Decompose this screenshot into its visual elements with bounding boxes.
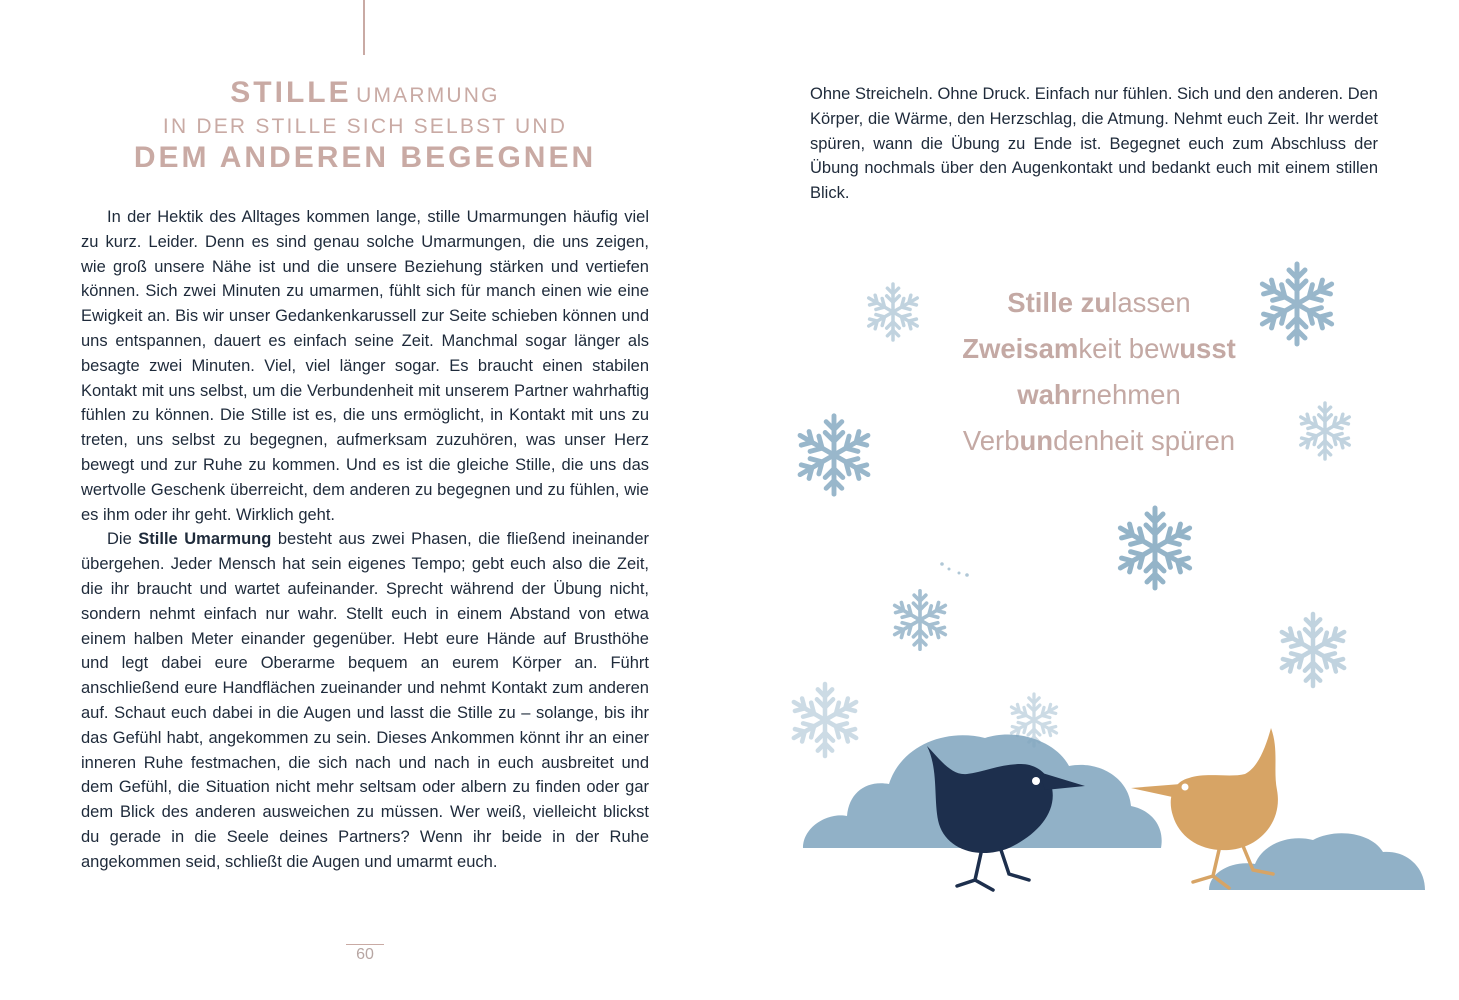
heading-title-bold: STILLE	[230, 76, 352, 109]
continuation-paragraph: Ohne Streicheln. Ohne Druck. Einfach nur fühlen. Sich und den anderen. Den Körper, die Wärme, den Herzschlag, die Atmung. Nehmt euch Zeit. Ihr werdet spüren, wann die Übung zu Ende ist. Begegnet euch zum Abschluss der Übung nochmals über den Augenkontakt und bedankt euch mit einem stillen Blick.	[810, 85, 1378, 203]
quote-line-2	[879, 326, 1319, 372]
chapter-heading	[80, 76, 650, 177]
highlighted-quote	[879, 280, 1319, 464]
right-body-text	[810, 82, 1378, 206]
quote-line-4-start: Verb	[962, 425, 1020, 456]
snowflake-icon	[796, 416, 873, 494]
heading-subtitle-line: IN DER STILLE SICH SELBST UND	[162, 115, 568, 138]
quote-line-2-bold-end: usst	[1179, 333, 1236, 364]
body-paragraph-2	[81, 527, 649, 874]
heading-line-1	[80, 76, 650, 115]
quote-line-1-bold: Stille zu	[1007, 287, 1112, 318]
quote-line-4-rest: denheit spüren	[1053, 425, 1236, 456]
heading-subtitle-bold-line: DEM ANDEREN BEGEGNEN	[133, 141, 597, 174]
heading-title-light: UMARMUNG	[356, 84, 500, 107]
quote-line-2-rest: keit bew	[1078, 333, 1180, 364]
snowflake-icon	[790, 684, 860, 756]
left-body-text	[81, 205, 649, 875]
quote-line-1	[879, 280, 1319, 326]
top-decorative-rule	[363, 0, 365, 55]
snow-dots	[940, 562, 969, 577]
exercise-name-bold: Stille Umarmung	[138, 530, 272, 549]
body-paragraph-1: In der Hektik des Alltages kommen lange, stille Umarmungen häufig viel zu kurz. Leider. Denn es sind genau solche Umarmungen, die uns zeigen, wie groß unsere Nähe ist und die unsere Beziehung stärken und vertiefen können. Sich zwei Minuten zu umarmen, fühlt sich für manch einen wie eine Ewigkeit an. Bis wir unser Gedankenkarussell zur Seite schieben können und uns entspannen, dauert es einfach seine Zeit. Manchmal sogar länger als besagte zwei Minuten. Viel, viel länger sogar. Es braucht einen stabilen Kontakt mit uns selbst, um die Verbundenheit mit unserem Partner wahrhaftig fühlen zu können. Die Stille ist es, die uns ermöglicht, in Kontakt mit uns zu treten, uns selbst zu begegnen, aufmerksam zuzuhören, was unser Herz bewegt und zur Ruhe zu kommen. Und es ist die gleiche Stille, die uns das wertvolle Geschenk überreicht, dem anderen zu begegnen und zu fühlen, wie es ihm oder ihr geht. Wirklich geht.	[81, 208, 649, 524]
paragraph-2-prefix: Die	[107, 530, 139, 549]
snowflake-icon	[891, 591, 948, 649]
quote-line-2-bold: Zweisam	[962, 333, 1079, 364]
page-number: 60	[356, 946, 374, 963]
quote-line-1-rest: lassen	[1111, 287, 1191, 318]
page-number-rule	[346, 944, 384, 945]
left-page	[0, 0, 729, 1000]
right-page	[729, 0, 1459, 1000]
snowflake-icon	[1278, 614, 1348, 686]
quote-line-3-rest: nehmen	[1081, 379, 1181, 410]
quote-line-3-bold: wahr	[1017, 379, 1082, 410]
paragraph-2-text: besteht aus zwei Phasen, die fließend ineinander übergehen. Jeder Mensch hat sein eigenes Tempo; gebt euch also die Zeit, die ihr braucht und wartet aufeinander. Sprecht während der Übung nicht, sondern nehmt einfach nur wahr. Stellt euch in einem Abstand von etwa einem halben Meter einander gegenüber. Hebt eure Hände auf Brusthöhe und legt dabei eure Oberarme bequem an eurem Körper an. Führt anschließend eure Handflächen zueinander und nehmt Kontakt zum anderen auf. Schaut euch dabei in die Augen und lasst die Stille zu – solange, bis ihr das Gefühl habt, angekommen zu sein. Dieses Ankommen könnt ihr an einer inneren Ruhe festmachen, die sich nach und nach in euch ausbreitet und dem Gefühl, die Situation nicht mehr seltsam oder albern zu finden oder gar dem Blick des anderen ausweichen zu müssen. Wer weiß, vielleicht blickst du gerade in die Seele deines Partners? Wenn ihr beide in der Ruhe angekommen seid, schließt die Augen und umarmt euch.	[81, 530, 650, 871]
quote-line-4-bold: un	[1019, 425, 1054, 456]
quote-line-3	[879, 372, 1319, 418]
quote-line-4	[879, 418, 1319, 464]
snowflake-icon	[1116, 508, 1194, 588]
